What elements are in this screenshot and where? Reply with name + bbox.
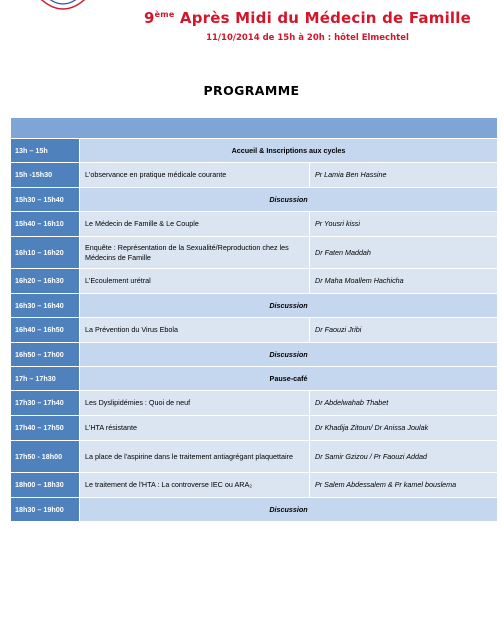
top-bar-cell <box>11 118 498 139</box>
table-row <box>11 391 498 416</box>
speaker-cell: Pr Salem Abdessalem & Pr kamel bouslema <box>310 473 498 498</box>
time-cell: 17h30 – 17h40 <box>11 391 80 416</box>
topic-cell: Le Médecin de Famille & Le Couple <box>80 212 310 237</box>
time-cell: 13h – 15h <box>11 139 80 163</box>
topic-cell: L'observance en pratique médicale courante <box>80 163 310 188</box>
time-cell: 16h10 – 16h20 <box>11 237 80 269</box>
topic-cell: Le traitement de l'HTA : La controverse IEC ou ARA₂ <box>80 473 310 498</box>
event-date-venue: 11/10/2014 de 15h à 20h : hôtel Elmechtel <box>206 33 409 43</box>
table-row <box>11 212 498 237</box>
speaker-cell: Dr Samir Gzizou / Pr Faouzi Addad <box>310 441 498 473</box>
session-cell: Pause-café <box>80 367 498 391</box>
session-cell: Discussion <box>80 498 498 522</box>
table-row <box>11 139 498 163</box>
session-cell: Discussion <box>80 188 498 212</box>
speaker-cell: Dr Abdelwahab Thabet <box>310 391 498 416</box>
table-row <box>11 188 498 212</box>
table-top-bar <box>11 118 498 139</box>
programme-heading: PROGRAMME <box>203 83 300 98</box>
speaker-cell: Dr Maha Moallem Hachicha <box>310 269 498 294</box>
time-cell: 17h – 17h30 <box>11 367 80 391</box>
topic-cell: La Prévention du Virus Ebola <box>80 318 310 343</box>
speaker-cell: Pr Lamia Ben Hassine <box>310 163 498 188</box>
event-title: 9ème Après Midi du Médecin de Famille <box>144 9 471 27</box>
time-cell: 15h40 – 16h10 <box>11 212 80 237</box>
session-cell: Discussion <box>80 343 498 367</box>
speaker-cell: Dr Faten Maddah <box>310 237 498 269</box>
time-cell: 18h00 – 18h30 <box>11 473 80 498</box>
table-row <box>11 498 498 522</box>
programme-table-body <box>11 118 498 522</box>
time-cell: 15h -15h30 <box>11 163 80 188</box>
table-row <box>11 416 498 441</box>
table-row <box>11 343 498 367</box>
time-cell: 15h30 – 15h40 <box>11 188 80 212</box>
speaker-cell: Dr Khadija Zitoun/ Dr Anissa Joulak <box>310 416 498 441</box>
time-cell: 16h30 – 16h40 <box>11 294 80 318</box>
session-cell: Accueil & Inscriptions aux cycles <box>80 139 498 163</box>
time-cell: 17h50 - 18h00 <box>11 441 80 473</box>
speaker-cell: Dr Faouzi Jribi <box>310 318 498 343</box>
topic-cell: L'Ecoulement urétral <box>80 269 310 294</box>
table-row <box>11 269 498 294</box>
table-row <box>11 367 498 391</box>
table-row <box>11 163 498 188</box>
topic-cell: Enquête : Représentation de la Sexualité/Reproduction chez les Médecins de Famille <box>80 237 310 269</box>
table-row <box>11 294 498 318</box>
time-cell: 17h40 – 17h50 <box>11 416 80 441</box>
time-cell: 16h40 – 16h50 <box>11 318 80 343</box>
speaker-cell: Pr Yousri kissi <box>310 212 498 237</box>
topic-cell: La place de l'aspirine dans le traitement antiagrégant plaquettaire <box>80 441 310 473</box>
table-row <box>11 441 498 473</box>
time-cell: 16h50 – 17h00 <box>11 343 80 367</box>
congress-logo <box>28 0 98 20</box>
topic-cell: L'HTA résistante <box>80 416 310 441</box>
session-cell: Discussion <box>80 294 498 318</box>
topic-cell: Les Dyslipidémies : Quoi de neuf <box>80 391 310 416</box>
table-row <box>11 318 498 343</box>
table-row <box>11 237 498 269</box>
time-cell: 16h20 – 16h30 <box>11 269 80 294</box>
time-cell: 18h30 – 19h00 <box>11 498 80 522</box>
programme-table <box>10 117 498 522</box>
table-row <box>11 473 498 498</box>
